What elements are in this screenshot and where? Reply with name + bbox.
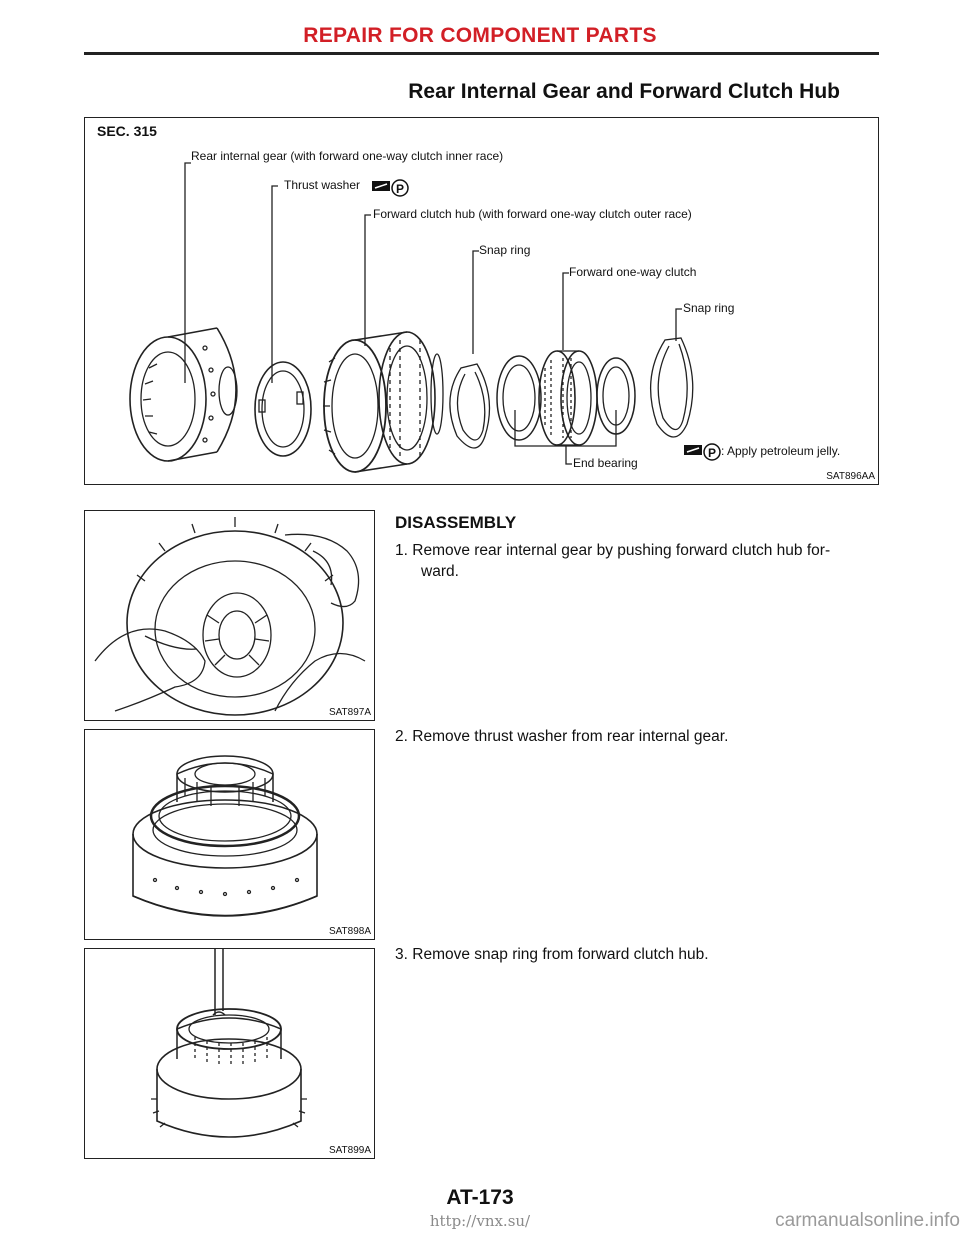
step-1 (395, 540, 879, 582)
header-rule (84, 52, 879, 55)
svg-text:P: P (708, 446, 717, 460)
jelly-icon (371, 176, 409, 203)
label-snap-ring-1: Snap ring (479, 243, 531, 257)
figure-remove-rear-gear (84, 510, 375, 721)
step-number: 2. (395, 728, 408, 745)
label-thrust-washer: Thrust washer (284, 178, 361, 192)
step-3 (395, 944, 879, 965)
label-snap-ring-2: Snap ring (683, 301, 735, 315)
sec-label: SEC. 315 (97, 123, 157, 139)
watermark: carmanualsonline.info (775, 1210, 960, 1231)
step-2 (395, 726, 879, 747)
section-header: REPAIR FOR COMPONENT PARTS (303, 24, 657, 47)
figure-remove-thrust-washer (84, 729, 375, 940)
step-number: 3. (395, 946, 408, 963)
label-forward-one-way-clutch: Forward one-way clutch (569, 265, 697, 279)
step-text: Remove snap ring from forward clutch hub. (412, 946, 709, 963)
section-heading: DISASSEMBLY (395, 513, 517, 532)
step-number: 1. (395, 542, 408, 559)
figure-code: SAT898A (328, 926, 371, 937)
step-text: Remove thrust washer from rear internal gear. (412, 728, 729, 745)
legend-text: : Apply petroleum jelly. (721, 444, 841, 458)
exploded-view-diagram (84, 117, 879, 485)
label-rear-internal-gear: Rear internal gear (with forward one-way clutch inner race) (191, 149, 504, 163)
svg-text:P: P (396, 182, 405, 196)
figure-code: SAT896AA (826, 471, 875, 482)
step-text: Remove rear internal gear by pushing forward clutch hub for- (412, 542, 831, 559)
label-end-bearing: End bearing (573, 456, 638, 470)
footer-url-link[interactable]: http://vnx.su/ (429, 1212, 531, 1230)
figure-code: SAT897A (328, 707, 371, 718)
label-forward-clutch-hub: Forward clutch hub (with forward one-way clutch outer race) (373, 207, 692, 221)
jelly-legend-icon (683, 440, 721, 467)
figure-remove-snap-ring (84, 948, 375, 1159)
figure-code: SAT899A (328, 1145, 371, 1156)
step-text-continued: ward. (421, 563, 459, 580)
page-number: AT-173 (446, 1186, 514, 1209)
page-title: Rear Internal Gear and Forward Clutch Hub (408, 80, 840, 103)
